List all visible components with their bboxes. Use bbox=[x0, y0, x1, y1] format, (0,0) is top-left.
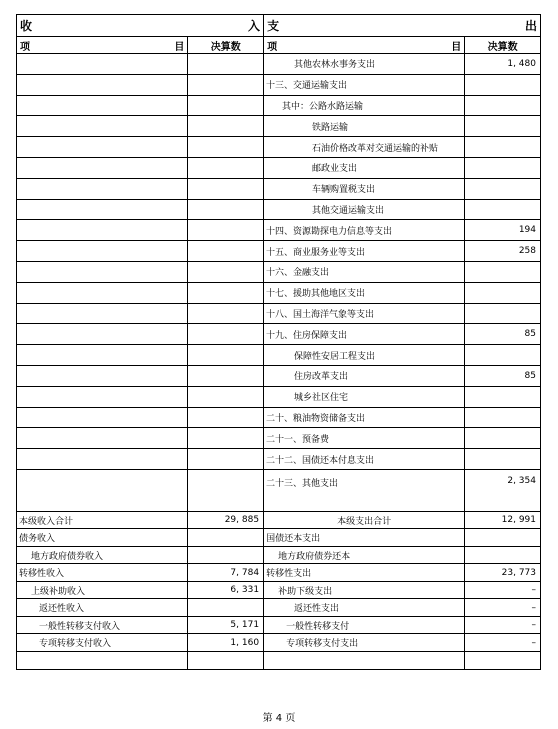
expense-label-cell bbox=[264, 652, 465, 670]
income-value-cell bbox=[188, 179, 264, 199]
expense-label-cell: 二十三、其他支出 bbox=[264, 470, 465, 511]
income-value-cell bbox=[188, 137, 264, 157]
income-value-cell bbox=[188, 324, 264, 344]
expense-label-cell: 十三、交通运输支出 bbox=[264, 75, 465, 95]
income-label-cell: 上级补助收入 bbox=[17, 582, 188, 599]
income-value-cell bbox=[188, 220, 264, 240]
summary-row bbox=[17, 512, 540, 530]
expense-label-cell: 十六、金融支出 bbox=[264, 262, 465, 282]
income-value-cell bbox=[188, 283, 264, 303]
expense-value-cell: 2, 354 bbox=[507, 475, 536, 486]
expense-label-cell: 邮政业支出 bbox=[264, 158, 465, 178]
income-label-cell bbox=[17, 408, 188, 428]
expense-label-cell: 国债还本支出 bbox=[264, 529, 465, 546]
expense-value-cell bbox=[465, 116, 540, 136]
income-value-cell bbox=[188, 304, 264, 324]
expense-label-cell: 返还性支出 bbox=[264, 599, 465, 616]
expense-label-cell: 铁路运输 bbox=[264, 116, 465, 136]
expense-value-cell: 258 bbox=[518, 246, 536, 257]
expense-value-cell bbox=[465, 345, 540, 365]
expense-label-cell: 二十、粮油物资储备支出 bbox=[264, 408, 465, 428]
expense-value-cell bbox=[465, 96, 540, 116]
expense-label-cell: 二十二、国债还本付息支出 bbox=[264, 449, 465, 469]
income-label-cell bbox=[17, 387, 188, 407]
table-row bbox=[17, 75, 540, 96]
table-row bbox=[17, 428, 540, 449]
income-label-cell bbox=[17, 75, 188, 95]
income-label-cell bbox=[17, 652, 188, 670]
expense-label-cell: 石油价格改革对交通运输的补贴 bbox=[264, 137, 465, 157]
income-value-cell bbox=[188, 449, 264, 469]
income-header-right: 入 bbox=[248, 19, 261, 33]
income-value-cell bbox=[188, 345, 264, 365]
expense-value-cell: – bbox=[531, 602, 536, 613]
table-row bbox=[17, 137, 540, 158]
table-row bbox=[17, 54, 540, 75]
budget-table bbox=[16, 14, 541, 670]
income-label-cell bbox=[17, 137, 188, 157]
income-value-cell: 5, 171 bbox=[188, 617, 264, 634]
table-row bbox=[17, 324, 540, 345]
table-row bbox=[17, 304, 540, 325]
income-value-cell: 1, 160 bbox=[188, 634, 264, 651]
income-value-cell bbox=[188, 652, 264, 670]
table-row bbox=[17, 283, 540, 304]
income-label-cell bbox=[17, 449, 188, 469]
expense-label-cell: 十九、住房保障支出 bbox=[264, 324, 465, 344]
expense-value-cell: 23, 773 bbox=[501, 567, 536, 578]
table-row bbox=[17, 345, 540, 366]
income-label-cell bbox=[17, 96, 188, 116]
expense-label-cell: 二十一、预备费 bbox=[264, 428, 465, 448]
table-row bbox=[17, 220, 540, 241]
income-value-cell bbox=[188, 96, 264, 116]
expense-value-cell: – bbox=[531, 637, 536, 648]
expense-item-header-b: 目 bbox=[451, 41, 462, 53]
expense-value-cell bbox=[465, 179, 540, 199]
income-value-cell bbox=[188, 547, 264, 564]
summary-row bbox=[17, 617, 540, 635]
expense-value-header: 决算数 bbox=[487, 41, 518, 53]
income-item-header-b: 目 bbox=[174, 41, 185, 53]
expense-label-cell: 十五、商业服务业等支出 bbox=[264, 241, 465, 261]
expense-value-cell bbox=[465, 547, 540, 564]
expense-label-cell: 车辆购置税支出 bbox=[264, 179, 465, 199]
expense-label-cell: 住房改革支出 bbox=[264, 366, 465, 386]
expense-value-cell bbox=[465, 449, 540, 469]
income-label-cell bbox=[17, 283, 188, 303]
table-row bbox=[17, 262, 540, 283]
expense-value-cell bbox=[465, 137, 540, 157]
income-value-cell bbox=[188, 200, 264, 220]
income-value-header: 决算数 bbox=[188, 37, 264, 53]
expense-item-header bbox=[264, 37, 465, 53]
expense-value-cell: 1, 480 bbox=[507, 58, 536, 69]
expense-header bbox=[264, 15, 540, 36]
expense-value-cell: 12, 991 bbox=[501, 515, 536, 526]
expense-header-right: 出 bbox=[524, 19, 537, 33]
expense-label-cell: 地方政府债券还本 bbox=[264, 547, 465, 564]
expense-value-cell: – bbox=[531, 620, 536, 631]
income-label-cell bbox=[17, 116, 188, 136]
income-label-cell bbox=[17, 158, 188, 178]
summary-row bbox=[17, 529, 540, 547]
page-number: 第 4 页 bbox=[262, 713, 296, 724]
income-value-cell bbox=[188, 158, 264, 178]
income-label-cell bbox=[17, 366, 188, 386]
expense-label-cell: 城乡社区住宅 bbox=[264, 387, 465, 407]
table-row bbox=[17, 387, 540, 408]
income-label-cell bbox=[17, 324, 188, 344]
income-label-cell bbox=[17, 304, 188, 324]
expense-value-cell bbox=[465, 529, 540, 546]
table-row bbox=[17, 158, 540, 179]
table-row bbox=[17, 366, 540, 387]
income-value-cell bbox=[188, 387, 264, 407]
summary-row bbox=[17, 599, 540, 617]
income-header-left: 收 bbox=[20, 19, 33, 33]
table-row bbox=[17, 652, 540, 670]
income-label-cell: 一般性转移支付收入 bbox=[17, 617, 188, 634]
expense-label-cell: 其他交通运输支出 bbox=[264, 200, 465, 220]
expense-label-cell: 保障性安居工程支出 bbox=[264, 345, 465, 365]
expense-header-left: 支 bbox=[267, 19, 280, 33]
income-value-cell bbox=[188, 599, 264, 616]
income-label-cell bbox=[17, 345, 188, 365]
expense-label-cell: 本级支出合计 bbox=[264, 512, 465, 529]
income-value-cell: 29, 885 bbox=[188, 512, 264, 529]
table-row bbox=[17, 96, 540, 117]
income-value-cell: 7, 784 bbox=[188, 564, 264, 581]
income-label-cell: 专项转移支付收入 bbox=[17, 634, 188, 651]
income-item-header bbox=[17, 37, 188, 53]
summary-row bbox=[17, 582, 540, 600]
expense-value-cell: 194 bbox=[518, 225, 536, 236]
income-label-cell bbox=[17, 200, 188, 220]
expense-label-cell: 十八、国土海洋气象等支出 bbox=[264, 304, 465, 324]
income-label-cell bbox=[17, 262, 188, 282]
expense-value-cell: 85 bbox=[524, 329, 536, 340]
expense-label-cell: 一般性转移支付 bbox=[264, 617, 465, 634]
income-value-cell bbox=[188, 428, 264, 448]
expense-item-header-a: 项 bbox=[267, 41, 278, 53]
income-value-cell bbox=[188, 75, 264, 95]
table-row bbox=[17, 116, 540, 137]
income-label-cell bbox=[17, 428, 188, 448]
income-value-cell bbox=[188, 54, 264, 74]
summary-row bbox=[17, 634, 540, 652]
expense-value-cell bbox=[465, 428, 540, 448]
income-label-cell: 返还性收入 bbox=[17, 599, 188, 616]
table-row bbox=[17, 241, 540, 262]
table-row bbox=[17, 470, 540, 512]
expense-value-cell bbox=[465, 262, 540, 282]
expense-value-cell bbox=[465, 408, 540, 428]
income-value-cell bbox=[188, 366, 264, 386]
income-label-cell bbox=[17, 179, 188, 199]
expense-label-cell: 转移性支出 bbox=[264, 564, 465, 581]
income-label-cell: 地方政府债券收入 bbox=[17, 547, 188, 564]
expense-value-cell bbox=[465, 75, 540, 95]
expense-value-cell bbox=[465, 283, 540, 303]
income-value-cell bbox=[188, 262, 264, 282]
expense-value-cell bbox=[465, 387, 540, 407]
income-label-cell bbox=[17, 470, 188, 511]
income-value-cell bbox=[188, 408, 264, 428]
expense-label-cell: 十七、援助其他地区支出 bbox=[264, 283, 465, 303]
expense-value-cell: – bbox=[531, 585, 536, 596]
income-label-cell bbox=[17, 241, 188, 261]
income-value-cell: 6, 331 bbox=[188, 582, 264, 599]
income-label-cell: 本级收入合计 bbox=[17, 512, 188, 529]
expense-value-cell bbox=[465, 158, 540, 178]
income-value-cell bbox=[188, 241, 264, 261]
expense-value-cell bbox=[465, 200, 540, 220]
income-label-cell: 转移性收入 bbox=[17, 564, 188, 581]
table-row bbox=[17, 449, 540, 470]
expense-value-cell: 85 bbox=[524, 370, 536, 381]
expense-label-cell: 专项转移支付支出 bbox=[264, 634, 465, 651]
income-value-cell bbox=[188, 529, 264, 546]
income-label-cell: 债务收入 bbox=[17, 529, 188, 546]
income-value-cell bbox=[188, 470, 264, 511]
table-row bbox=[17, 408, 540, 429]
table-header-row bbox=[17, 15, 540, 37]
expense-value-cell bbox=[465, 652, 540, 670]
table-row bbox=[17, 179, 540, 200]
income-header bbox=[17, 15, 264, 36]
summary-row bbox=[17, 547, 540, 565]
income-item-header-a: 项 bbox=[20, 41, 30, 53]
column-header-row bbox=[17, 37, 540, 54]
expense-label-cell: 十四、资源勘探电力信息等支出 bbox=[264, 220, 465, 240]
expense-label-cell: 补助下级支出 bbox=[264, 582, 465, 599]
table-row bbox=[17, 200, 540, 221]
summary-row bbox=[17, 564, 540, 582]
expense-value-cell bbox=[465, 304, 540, 324]
expense-label-cell: 其他农林水事务支出 bbox=[264, 54, 465, 74]
income-label-cell bbox=[17, 54, 188, 74]
income-value-cell bbox=[188, 116, 264, 136]
expense-label-cell: 其中：公路水路运输 bbox=[264, 96, 465, 116]
income-label-cell bbox=[17, 220, 188, 240]
